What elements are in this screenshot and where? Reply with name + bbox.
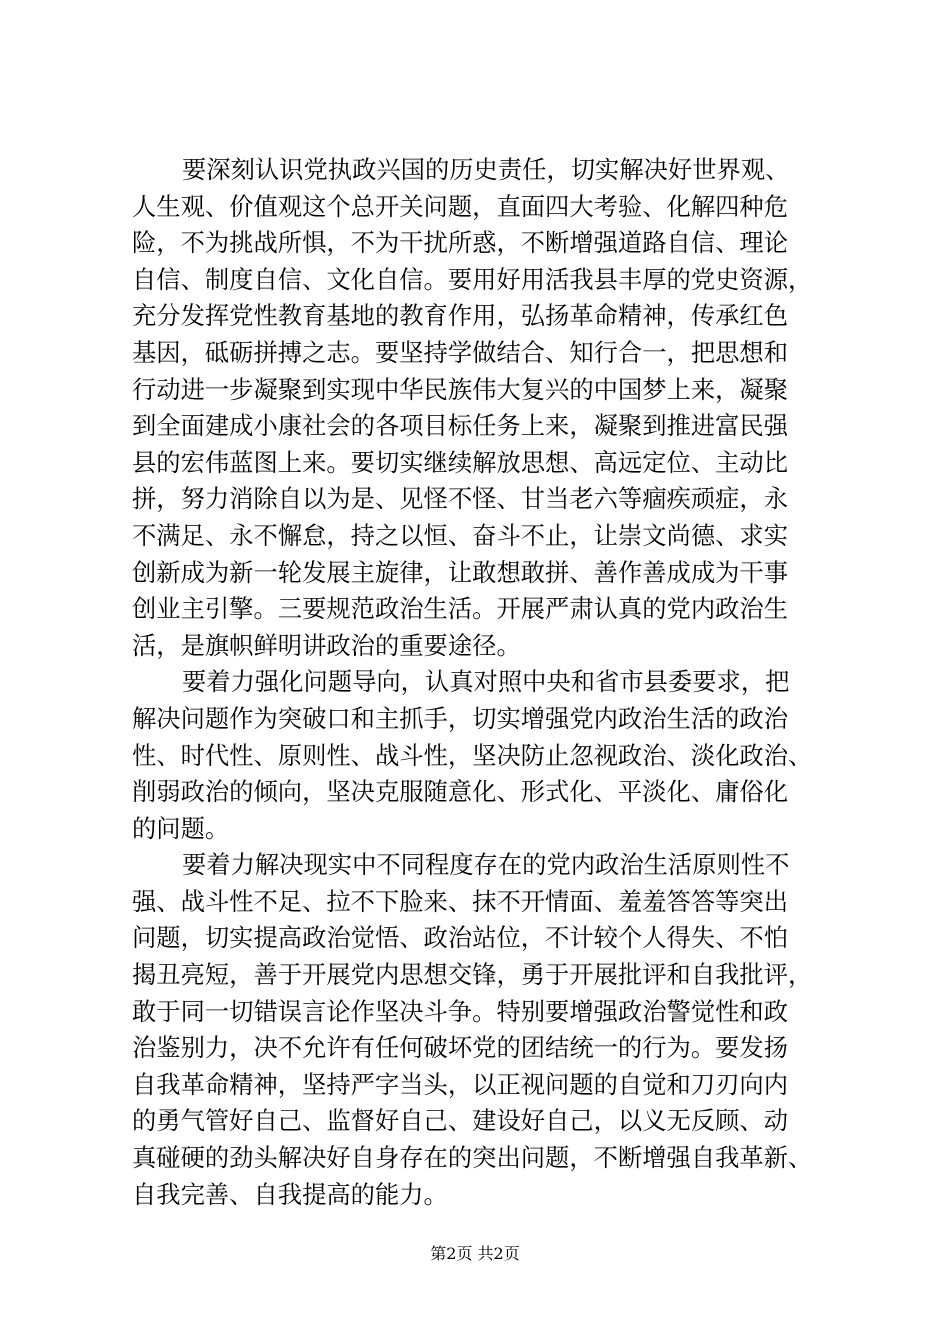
paragraph-1-line-9: 县的宏伟蓝图上来。要切实继续解放思想、高远定位、主动比 [132, 447, 789, 477]
paragraph-2-line-1: 要着力强化问题导向，认真对照中央和省市县委要求，把 [182, 667, 790, 697]
paragraph-1-line-1: 要深刻认识党执政兴国的历史责任，切实解决好世界观、 [182, 155, 790, 184]
paragraph-3-line-6: 治鉴别力，决不允许有任何破坏党的团结统一的行为。要发扬 [132, 1033, 789, 1063]
paragraph-3-line-1: 要着力解决现实中不同程度存在的党内政治生活原则性不 [182, 850, 790, 880]
paragraph-1-line-2: 人生观、价值观这个总开关问题，直面四大考验、化解四种危 [132, 191, 789, 221]
paragraph-2-line-2: 解决问题作为突破口和主抓手，切实增强党内政治生活的政治 [132, 703, 789, 733]
page-number-footer: 第2页 共2页 [430, 1244, 520, 1263]
paragraph-1-line-13: 创业主引擎。三要规范政治生活。开展严肃认真的党内政治生 [132, 594, 789, 624]
paragraph-1-line-5: 充分发挥党性教育基地的教育作用，弘扬革命精神，传承红色 [132, 301, 789, 331]
paragraph-3-line-5: 敢于同一切错误言论作坚决斗争。特别要增强政治警觉性和政 [132, 996, 789, 1026]
paragraph-3-line-7: 自我革命精神，坚持严字当头，以正视问题的自觉和刀刃向内 [132, 1069, 789, 1099]
paragraph-1-line-4: 自信、制度自信、文化自信。要用好用活我县丰厚的党史资源， [132, 264, 813, 294]
paragraph-2-line-4: 削弱政治的倾向，坚决克服随意化、形式化、平淡化、庸俗化 [132, 777, 789, 807]
paragraph-3-line-9: 真碰硬的劲头解决好自身存在的突出问题，不断增强自我革新、 [132, 1143, 813, 1173]
paragraph-1-line-14: 活，是旗帜鲜明讲政治的重要途径。 [132, 630, 521, 660]
paragraph-1-line-12: 创新成为新一轮发展主旋律，让敢想敢拼、善作善成成为干事 [132, 557, 789, 587]
paragraph-1-line-10: 拼，努力消除自以为是、见怪不怪、甘当老六等痼疾顽症，永 [132, 484, 789, 514]
paragraph-1-line-7: 行动进一步凝聚到实现中华民族伟大复兴的中国梦上来，凝聚 [132, 374, 789, 404]
paragraph-3-line-4: 揭丑亮短，善于开展党内思想交锋，勇于开展批评和自我批评， [132, 960, 813, 990]
paragraph-2-line-5: 的问题。 [132, 813, 230, 843]
paragraph-3-line-2: 强、战斗性不足、拉不下脸来、抹不开情面、羞羞答答等突出 [132, 886, 789, 916]
paragraph-1-line-6: 基因，砥砺拼搏之志。要坚持学做结合、知行合一，把思想和 [132, 337, 789, 367]
paragraph-1-line-11: 不满足、永不懈怠，持之以恒、奋斗不止，让崇文尚德、求实 [132, 520, 789, 550]
paragraph-3-line-8: 的勇气管好自己、监督好自己、建设好自己，以义无反顾、动 [132, 1106, 789, 1136]
document-body [132, 152, 850, 1213]
paragraph-3-line-10: 自我完善、自我提高的能力。 [132, 1179, 448, 1209]
paragraph-2-line-3: 性、时代性、原则性、战斗性，坚决防止忽视政治、淡化政治、 [132, 740, 813, 770]
paragraph-1-line-3: 险，不为挑战所惧，不为干扰所惑，不断增强道路自信、理论 [132, 228, 789, 258]
paragraph-3-line-3: 问题，切实提高政治觉悟、政治站位，不计较个人得失、不怕 [132, 923, 789, 953]
paragraph-1-line-8: 到全面建成小康社会的各项目标任务上来，凝聚到推进富民强 [132, 411, 789, 441]
